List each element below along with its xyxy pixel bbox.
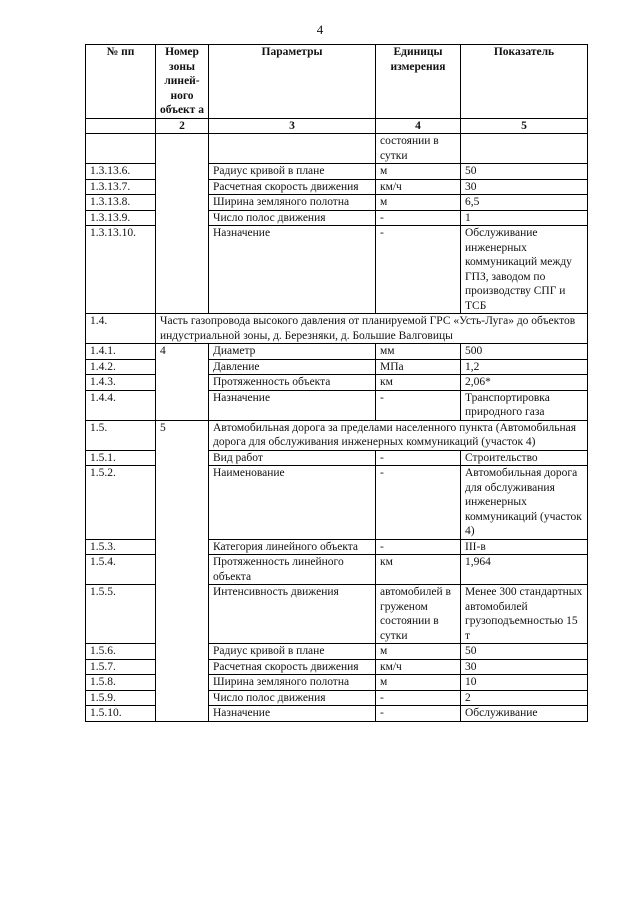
header-row xyxy=(86,45,588,119)
row-value: 1,964 xyxy=(461,555,588,585)
row-param: Назначение xyxy=(209,706,376,722)
row-unit: - xyxy=(376,450,461,466)
section-title: Автомобильная дорога за пределами населенного пункта (Автомобильная дорога для обслуживания инженерных коммуникаций (участок 4) xyxy=(209,420,588,450)
row-num: 1.5.1. xyxy=(86,450,156,466)
row-value: 2 xyxy=(461,690,588,706)
row-num: 1.5.9. xyxy=(86,690,156,706)
row-unit: - xyxy=(376,210,461,226)
table-row xyxy=(86,450,588,466)
row-unit: - xyxy=(376,706,461,722)
row-unit: м xyxy=(376,164,461,180)
row-num: 1.5.10. xyxy=(86,706,156,722)
table-row xyxy=(86,644,588,660)
row-zone xyxy=(156,210,209,226)
row-num: 1.5.6. xyxy=(86,644,156,660)
row-unit: - xyxy=(376,539,461,555)
row-unit: м xyxy=(376,644,461,660)
row-zone xyxy=(156,195,209,211)
col-number-2: 2 xyxy=(156,118,209,134)
table-row xyxy=(86,134,588,164)
table-row xyxy=(86,210,588,226)
row-zone xyxy=(156,539,209,555)
row-param: Число полос движения xyxy=(209,690,376,706)
row-value: 500 xyxy=(461,344,588,360)
row-num: 1.3.13.8. xyxy=(86,195,156,211)
row-unit: - xyxy=(376,466,461,540)
row-unit: - xyxy=(376,226,461,314)
header-params: Параметры xyxy=(209,45,376,119)
row-unit: км/ч xyxy=(376,179,461,195)
row-zone: 4 xyxy=(156,344,209,360)
table-row xyxy=(86,690,588,706)
row-zone xyxy=(156,179,209,195)
row-param: Назначение xyxy=(209,390,376,420)
table-row xyxy=(86,344,588,360)
row-value: Строительство xyxy=(461,450,588,466)
row-num: 1.4.4. xyxy=(86,390,156,420)
col-number-1 xyxy=(86,118,156,134)
row-unit: - xyxy=(376,690,461,706)
col-number-4: 4 xyxy=(376,118,461,134)
row-num: 1.3.13.9. xyxy=(86,210,156,226)
row-num: 1.5.5. xyxy=(86,585,156,644)
row-num: 1.3.13.7. xyxy=(86,179,156,195)
row-param: Число полос движения xyxy=(209,210,376,226)
row-num: 1.5.4. xyxy=(86,555,156,585)
section-title: Часть газопровода высокого давления от планируемой ГРС «Усть-Луга» до объектов индустриальной зоны, д. Березняки, д. Большие Валговицы xyxy=(156,314,588,344)
row-unit: км xyxy=(376,375,461,391)
row-num: 1.5.2. xyxy=(86,466,156,540)
row-num: 1.5.7. xyxy=(86,659,156,675)
row-zone xyxy=(156,375,209,391)
table-row xyxy=(86,555,588,585)
row-unit: состоянии в сутки xyxy=(376,134,461,164)
row-unit: м xyxy=(376,675,461,691)
row-param: Интенсивность движения xyxy=(209,585,376,644)
row-param: Расчетная скорость движения xyxy=(209,179,376,195)
section-num: 1.5. xyxy=(86,420,156,450)
row-num: 1.4.3. xyxy=(86,375,156,391)
table-row xyxy=(86,585,588,644)
row-zone xyxy=(156,359,209,375)
header-num: № пп xyxy=(86,45,156,119)
row-param: Радиус кривой в плане xyxy=(209,164,376,180)
row-param: Протяженность линейного объекта xyxy=(209,555,376,585)
col-number-3: 3 xyxy=(209,118,376,134)
row-value: Автомобильная дорога для обслуживания инженерных коммуникаций (участок 4) xyxy=(461,466,588,540)
page-number: 4 xyxy=(316,22,324,37)
row-param: Давление xyxy=(209,359,376,375)
row-zone xyxy=(156,390,209,420)
header-value: Показатель xyxy=(461,45,588,119)
row-value: Обслуживание инженерных коммуникаций между ГПЗ, заводом по производству СПГ и ТСБ xyxy=(461,226,588,314)
row-zone xyxy=(156,644,209,660)
row-value: 1 xyxy=(461,210,588,226)
table-row xyxy=(86,390,588,420)
row-unit: км xyxy=(376,555,461,585)
row-value: 10 xyxy=(461,675,588,691)
row-unit: автомобилей в груженом состоянии в сутки xyxy=(376,585,461,644)
row-zone xyxy=(156,659,209,675)
row-value: 6,5 xyxy=(461,195,588,211)
row-zone xyxy=(156,690,209,706)
table-row xyxy=(86,466,588,540)
row-zone xyxy=(156,555,209,585)
table-row xyxy=(86,375,588,391)
row-zone xyxy=(156,450,209,466)
table-row xyxy=(86,675,588,691)
column-numbers-row xyxy=(86,118,588,134)
row-zone xyxy=(156,164,209,180)
row-unit: - xyxy=(376,390,461,420)
header-zone: Номер зоны линей-ного объект а xyxy=(156,45,209,119)
header-units: Единицы измерения xyxy=(376,45,461,119)
row-zone xyxy=(156,675,209,691)
row-value: 50 xyxy=(461,644,588,660)
table-row xyxy=(86,706,588,722)
row-num: 1.3.13.6. xyxy=(86,164,156,180)
row-param: Назначение xyxy=(209,226,376,314)
table-row xyxy=(86,179,588,195)
row-value: 2,06* xyxy=(461,375,588,391)
table-row xyxy=(86,195,588,211)
row-param: Наименование xyxy=(209,466,376,540)
row-value: 50 xyxy=(461,164,588,180)
row-unit: МПа xyxy=(376,359,461,375)
row-param: Расчетная скорость движения xyxy=(209,659,376,675)
row-num: 1.5.3. xyxy=(86,539,156,555)
table-row xyxy=(86,539,588,555)
row-zone xyxy=(156,466,209,540)
row-param: Категория линейного объекта xyxy=(209,539,376,555)
row-num: 1.4.1. xyxy=(86,344,156,360)
row-zone xyxy=(156,585,209,644)
row-value: Обслуживание xyxy=(461,706,588,722)
row-num: 1.4.2. xyxy=(86,359,156,375)
row-zone xyxy=(156,134,209,164)
row-param: Ширина земляного полотна xyxy=(209,195,376,211)
row-value: 30 xyxy=(461,659,588,675)
row-value: Менее 300 стандартных автомобилей грузоподъемностью 15 т xyxy=(461,585,588,644)
row-unit: км/ч xyxy=(376,659,461,675)
row-param: Вид работ xyxy=(209,450,376,466)
row-value xyxy=(461,134,588,164)
row-param xyxy=(209,134,376,164)
row-param: Протяженность объекта xyxy=(209,375,376,391)
row-value: 1,2 xyxy=(461,359,588,375)
row-param: Диаметр xyxy=(209,344,376,360)
parameters-table xyxy=(85,44,588,722)
row-value: Транспортировка природного газа xyxy=(461,390,588,420)
row-value: 30 xyxy=(461,179,588,195)
row-param: Радиус кривой в плане xyxy=(209,644,376,660)
section-row xyxy=(86,314,588,344)
section-num: 1.4. xyxy=(86,314,156,344)
col-number-5: 5 xyxy=(461,118,588,134)
table-row xyxy=(86,659,588,675)
section-row xyxy=(86,420,588,450)
table-row xyxy=(86,359,588,375)
row-unit: м xyxy=(376,195,461,211)
row-zone: 5 xyxy=(156,420,209,450)
row-unit: мм xyxy=(376,344,461,360)
row-zone xyxy=(156,706,209,722)
table-row xyxy=(86,164,588,180)
row-value: III-в xyxy=(461,539,588,555)
row-num: 1.5.8. xyxy=(86,675,156,691)
row-param: Ширина земляного полотна xyxy=(209,675,376,691)
row-zone xyxy=(156,226,209,314)
row-num xyxy=(86,134,156,164)
table-row xyxy=(86,226,588,314)
row-num: 1.3.13.10. xyxy=(86,226,156,314)
